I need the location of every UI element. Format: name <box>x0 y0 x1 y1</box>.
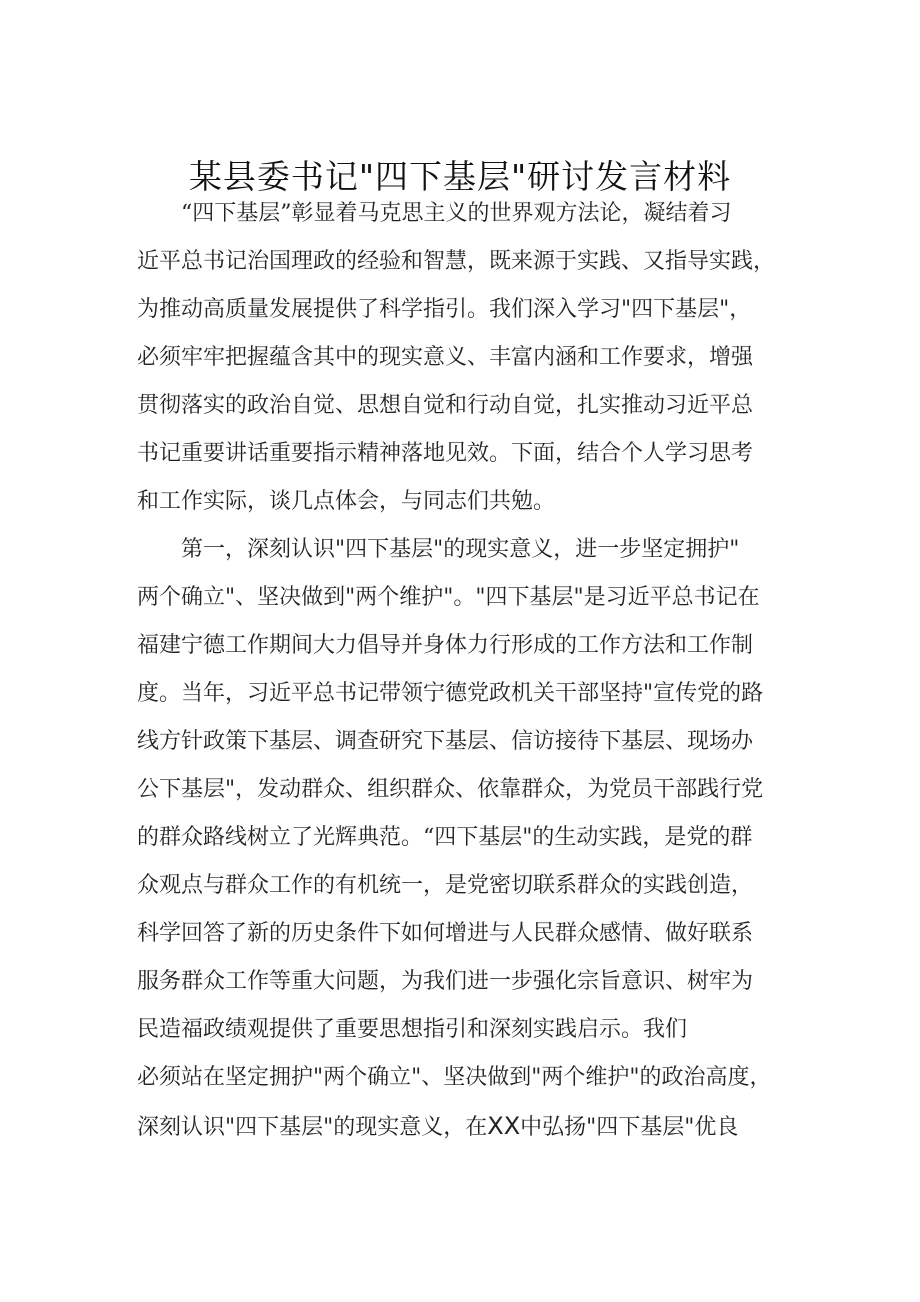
text-line: 和工作实际，谈几点体会，与同志们共勉。 <box>137 489 556 514</box>
text-line: 服务群众工作等重大问题，为我们进一步强化宗旨意识、树牢为 <box>137 969 754 994</box>
placeholder-text: XX <box>487 1112 521 1140</box>
text-line-last <box>137 1102 793 1150</box>
text-line: 近平总书记治国理政的经验和智慧，既来源于实践、又指导实践， <box>137 249 776 274</box>
text-line: “四下基层”彰显着马克思主义的世界观方法论，凝结着习 <box>181 201 732 226</box>
text-line: 度。当年，习近平总书记带领宁德党政机关干部坚持"宣传党的路 <box>137 681 764 706</box>
text-line: 书记重要讲话重要指示精神落地见效。下面，结合个人学习思考 <box>137 441 754 466</box>
document-title: 某县委书记"四下基层"研讨发言材料 <box>188 157 732 196</box>
paragraph-1 <box>137 190 793 526</box>
text-line: 民造福政绩观提供了重要思想指引和深刻实践启示。我们 <box>137 1017 688 1042</box>
text-line: 贯彻落实的政治自觉、思想自觉和行动自觉，扎实推动习近平总 <box>137 393 754 418</box>
text-segment: 中弘扬"四下基层"优良 <box>520 1115 739 1140</box>
text-line: 必须站在坚定拥护"两个确立"、坚决做到"两个维护"的政治高度， <box>137 1065 772 1090</box>
text-line: 线方针政策下基层、调查研究下基层、信访接待下基层、现场办 <box>137 729 754 754</box>
text-line: 为推动高质量发展提供了科学指引。我们深入学习"四下基层"， <box>137 297 752 322</box>
text-line: 两个确立"、坚决做到"两个维护"。"四下基层"是习近平总书记在 <box>137 585 760 610</box>
document-body <box>137 190 793 1150</box>
text-line: 众观点与群众工作的有机统一，是党密切联系群众的实践创造， <box>137 873 754 898</box>
paragraph-2 <box>137 526 793 1150</box>
text-line: 科学回答了新的历史条件下如何增进与人民群众感情、做好联系 <box>137 921 754 946</box>
text-line: 公下基层"，发动群众、组织群众、依靠群众，为党员干部践行党 <box>137 777 764 802</box>
text-line: 的群众路线树立了光辉典范。“四下基层"的生动实践，是党的群 <box>137 825 753 850</box>
text-line: 福建宁德工作期间大力倡导并身体力行形成的工作方法和工作制 <box>137 633 754 658</box>
text-line: 必须牢牢把握蕴含其中的现实意义、丰富内涵和工作要求，增强 <box>137 345 754 370</box>
text-line: 第一，深刻认识"四下基层"的现实意义，进一步坚定拥护" <box>181 537 740 562</box>
text-segment: 深刻认识"四下基层"的现实意义，在 <box>137 1115 488 1140</box>
